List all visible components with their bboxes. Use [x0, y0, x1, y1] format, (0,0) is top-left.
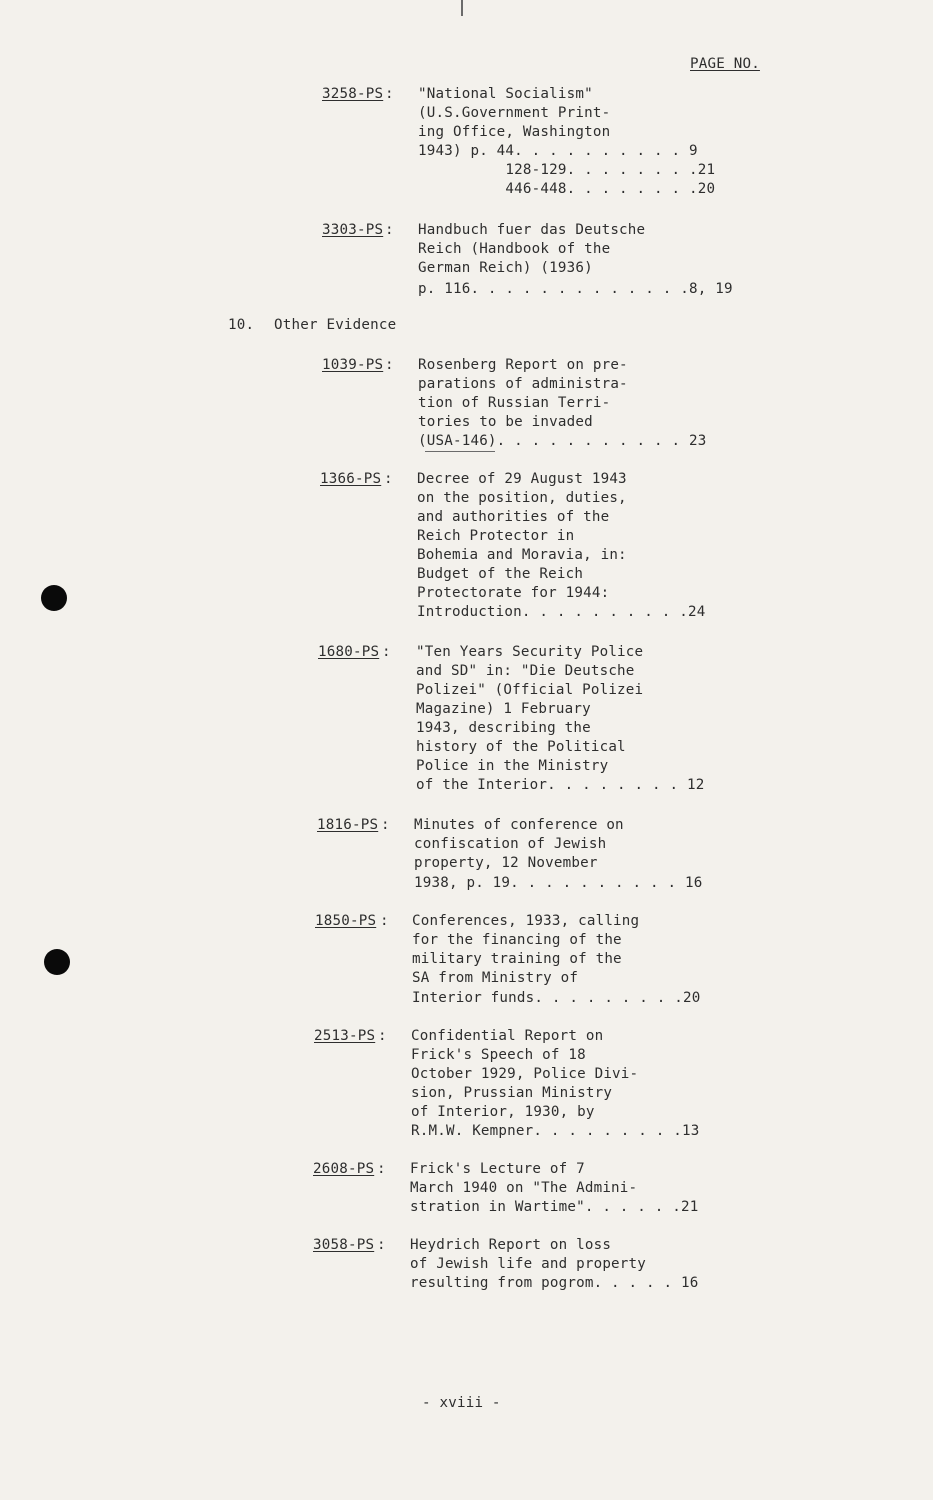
entry-line: R.M.W. Kempner. . . . . . . . .13 [411, 1123, 700, 1139]
punch-hole-bottom [44, 949, 70, 975]
entry-line: of Interior, 1930, by [411, 1104, 595, 1120]
top-binding-mark [461, 0, 463, 16]
section-title: Other Evidence [274, 317, 397, 333]
entry-line: (U.S.Government Print- [418, 105, 611, 121]
entry-line: confiscation of Jewish [414, 836, 607, 852]
colon: : [381, 817, 390, 833]
entry-line: March 1940 on "The Admini- [410, 1180, 638, 1196]
entry-line: Interior funds. . . . . . . . .20 [412, 990, 701, 1006]
entry-line: Conferences, 1933, calling [412, 913, 640, 929]
entry-line: tories to be invaded [418, 414, 593, 430]
punch-hole-top [41, 585, 67, 611]
entry-line: Rosenberg Report on pre- [418, 357, 628, 373]
entry-line: p. 116. . . . . . . . . . . . .8, 19 [418, 281, 733, 297]
exhibit-code: 2513-PS [314, 1028, 376, 1044]
entry-line: 1943) p. 44. . . . . . . . . . 9 [418, 143, 698, 159]
entry-line: Frick's Lecture of 7 [410, 1161, 585, 1177]
entry-line: "Ten Years Security Police [416, 644, 644, 660]
entry-line: and SD" in: "Die Deutsche [416, 663, 635, 679]
entry-line: Confidential Report on [411, 1028, 604, 1044]
entry-line: Reich (Handbook of the [418, 241, 611, 257]
exhibit-code: 3303-PS [322, 222, 384, 238]
entry-line: Magazine) 1 February [416, 701, 591, 717]
entry-line: Decree of 29 August 1943 [417, 471, 627, 487]
entry-line: Minutes of conference on [414, 817, 624, 833]
usa-146-underline [425, 451, 495, 452]
entry-line: 1943, describing the [416, 720, 591, 736]
entry-line: property, 12 November [414, 855, 598, 871]
colon: : [377, 1161, 386, 1177]
page-no-header: PAGE NO. [690, 56, 760, 72]
entry-line: Introduction. . . . . . . . . .24 [417, 604, 706, 620]
entry-line: (USA-146). . . . . . . . . . . 23 [418, 433, 707, 449]
colon: : [385, 222, 394, 238]
entry-line: for the financing of the [412, 932, 622, 948]
exhibit-code: 3058-PS [313, 1237, 375, 1253]
colon: : [385, 357, 394, 373]
entry-line: and authorities of the [417, 509, 610, 525]
colon: : [382, 644, 391, 660]
entry-line: Budget of the Reich [417, 566, 584, 582]
entry-line: October 1929, Police Divi- [411, 1066, 639, 1082]
entry-line: Protectorate for 1944: [417, 585, 610, 601]
entry-line: of the Interior. . . . . . . . 12 [416, 777, 705, 793]
entry-line: ing Office, Washington [418, 124, 611, 140]
entry-line: military training of the [412, 951, 622, 967]
exhibit-code: 1850-PS [315, 913, 377, 929]
entry-line: on the position, duties, [417, 490, 627, 506]
entry-line: Polizei" (Official Polizei [416, 682, 644, 698]
entry-line: tion of Russian Terri- [418, 395, 611, 411]
entry-line: "National Socialism" [418, 86, 593, 102]
entry-line: Heydrich Report on loss [410, 1237, 612, 1253]
entry-line: SA from Ministry of [412, 970, 579, 986]
entry-line: Bohemia and Moravia, in: [417, 547, 627, 563]
entry-line: parations of administra- [418, 376, 628, 392]
colon: : [377, 1237, 386, 1253]
exhibit-code: 1366-PS [320, 471, 382, 487]
exhibit-code: 1680-PS [318, 644, 380, 660]
entry-line: resulting from pogrom. . . . . 16 [410, 1275, 699, 1291]
entry-line: Police in the Ministry [416, 758, 609, 774]
entry-line: 1938, p. 19. . . . . . . . . . 16 [414, 875, 703, 891]
entry-line: Frick's Speech of 18 [411, 1047, 586, 1063]
page-number: - xviii - [422, 1395, 501, 1411]
exhibit-code: 1816-PS [317, 817, 379, 833]
entry-line: stration in Wartime". . . . . .21 [410, 1199, 699, 1215]
entry-line: German Reich) (1936) [418, 260, 593, 276]
exhibit-code: 1039-PS [322, 357, 384, 373]
entry-line: Handbuch fuer das Deutsche [418, 222, 646, 238]
colon: : [385, 86, 394, 102]
entry-line: 446-448. . . . . . . .20 [418, 181, 716, 197]
colon: : [378, 1028, 387, 1044]
entry-line: Reich Protector in [417, 528, 575, 544]
entry-line: sion, Prussian Ministry [411, 1085, 613, 1101]
colon: : [380, 913, 389, 929]
exhibit-code: 2608-PS [313, 1161, 375, 1177]
colon: : [384, 471, 393, 487]
entry-line: of Jewish life and property [410, 1256, 647, 1272]
exhibit-code: 3258-PS [322, 86, 384, 102]
entry-line: 128-129. . . . . . . .21 [418, 162, 716, 178]
entry-line: history of the Political [416, 739, 626, 755]
section-number: 10. [228, 317, 255, 333]
